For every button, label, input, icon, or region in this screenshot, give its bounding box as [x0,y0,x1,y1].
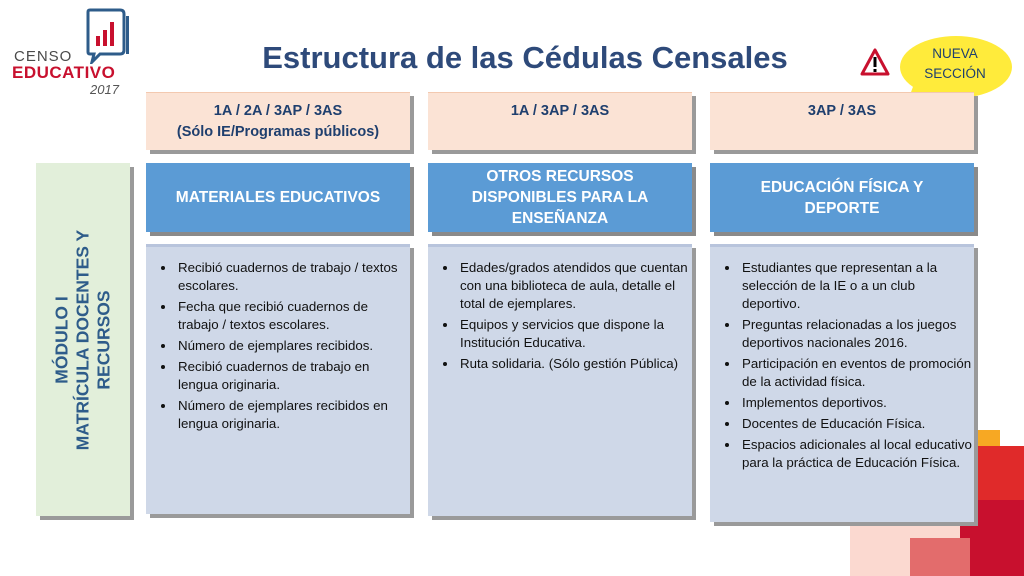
module-label [52,190,115,490]
logo-book-icon [86,6,132,64]
item-list-2 [428,259,692,373]
section-title-2: OTROS RECURSOS DISPONIBLES PARA LA ENSEÑANZA [428,163,692,232]
module-line2: MATRÍCULA DOCENTES Y [72,229,93,450]
module-line1: MÓDULO I [51,295,72,384]
content-panel-1 [146,244,410,514]
module-panel [36,163,130,516]
content-panel-2 [428,244,692,516]
list-item: • Número de ejemplares recibidos en lengua originaria. [176,397,410,433]
list-item: • Implementos deportivos. [740,394,974,412]
column-header-2 [428,92,692,150]
list-item: • Número de ejemplares recibidos. [176,337,410,355]
list-item: • Recibió cuadernos de trabajo / textos escolares. [176,259,410,295]
new-section-badge [912,44,998,84]
list-item: • Espacios adicionales al local educativo para la práctica de Educación Física. [740,436,974,472]
column-header-3 [710,92,974,150]
item-list-3 [710,259,974,472]
list-item: • Equipos y servicios que dispone la Institución Educativa. [458,316,692,352]
column-header-1-line2: (Sólo IE/Programas públicos) [176,124,380,140]
column-header-3-line1: 3AP / 3AS [807,103,877,119]
list-item: • Participación en eventos de promoción de la actividad física. [740,355,974,391]
list-item: • Preguntas relacionadas a los juegos deportivos nacionales 2016. [740,316,974,352]
decor-square [910,538,970,576]
list-item: • Docentes de Educación Física. [740,415,974,433]
list-item: • Fecha que recibió cuadernos de trabajo / textos escolares. [176,298,410,334]
column-header-1-line1: 1A / 2A / 3AP / 3AS [213,103,343,119]
warning-icon [860,48,890,76]
badge-line1: NUEVA [932,46,978,61]
logo-line2: EDUCATIVO [12,63,116,82]
column-header-1 [146,92,410,150]
section-title-3: EDUCACIÓN FÍSICA Y DEPORTE [710,163,974,232]
list-item: • Estudiantes que representan a la selección de la IE o a un club deportivo. [740,259,974,313]
logo-line3: 2017 [90,82,119,97]
list-item: • Edades/grados atendidos que cuentan con una biblioteca de aula, detalle el total de ejemplares. [458,259,692,313]
column-header-2-line1: 1A / 3AP / 3AS [510,103,610,119]
badge-line2: SECCIÓN [924,66,986,81]
logo-line1: CENSO [14,48,73,65]
content-panel-3 [710,244,974,522]
page-title: Estructura de las Cédulas Censales [262,40,788,75]
module-line3: RECURSOS [93,289,114,390]
item-list-1 [146,259,410,433]
list-item: • Recibió cuadernos de trabajo en lengua originaria. [176,358,410,394]
list-item: • Ruta solidaria. (Sólo gestión Pública) [458,355,692,373]
section-title-1: MATERIALES EDUCATIVOS [146,163,410,232]
